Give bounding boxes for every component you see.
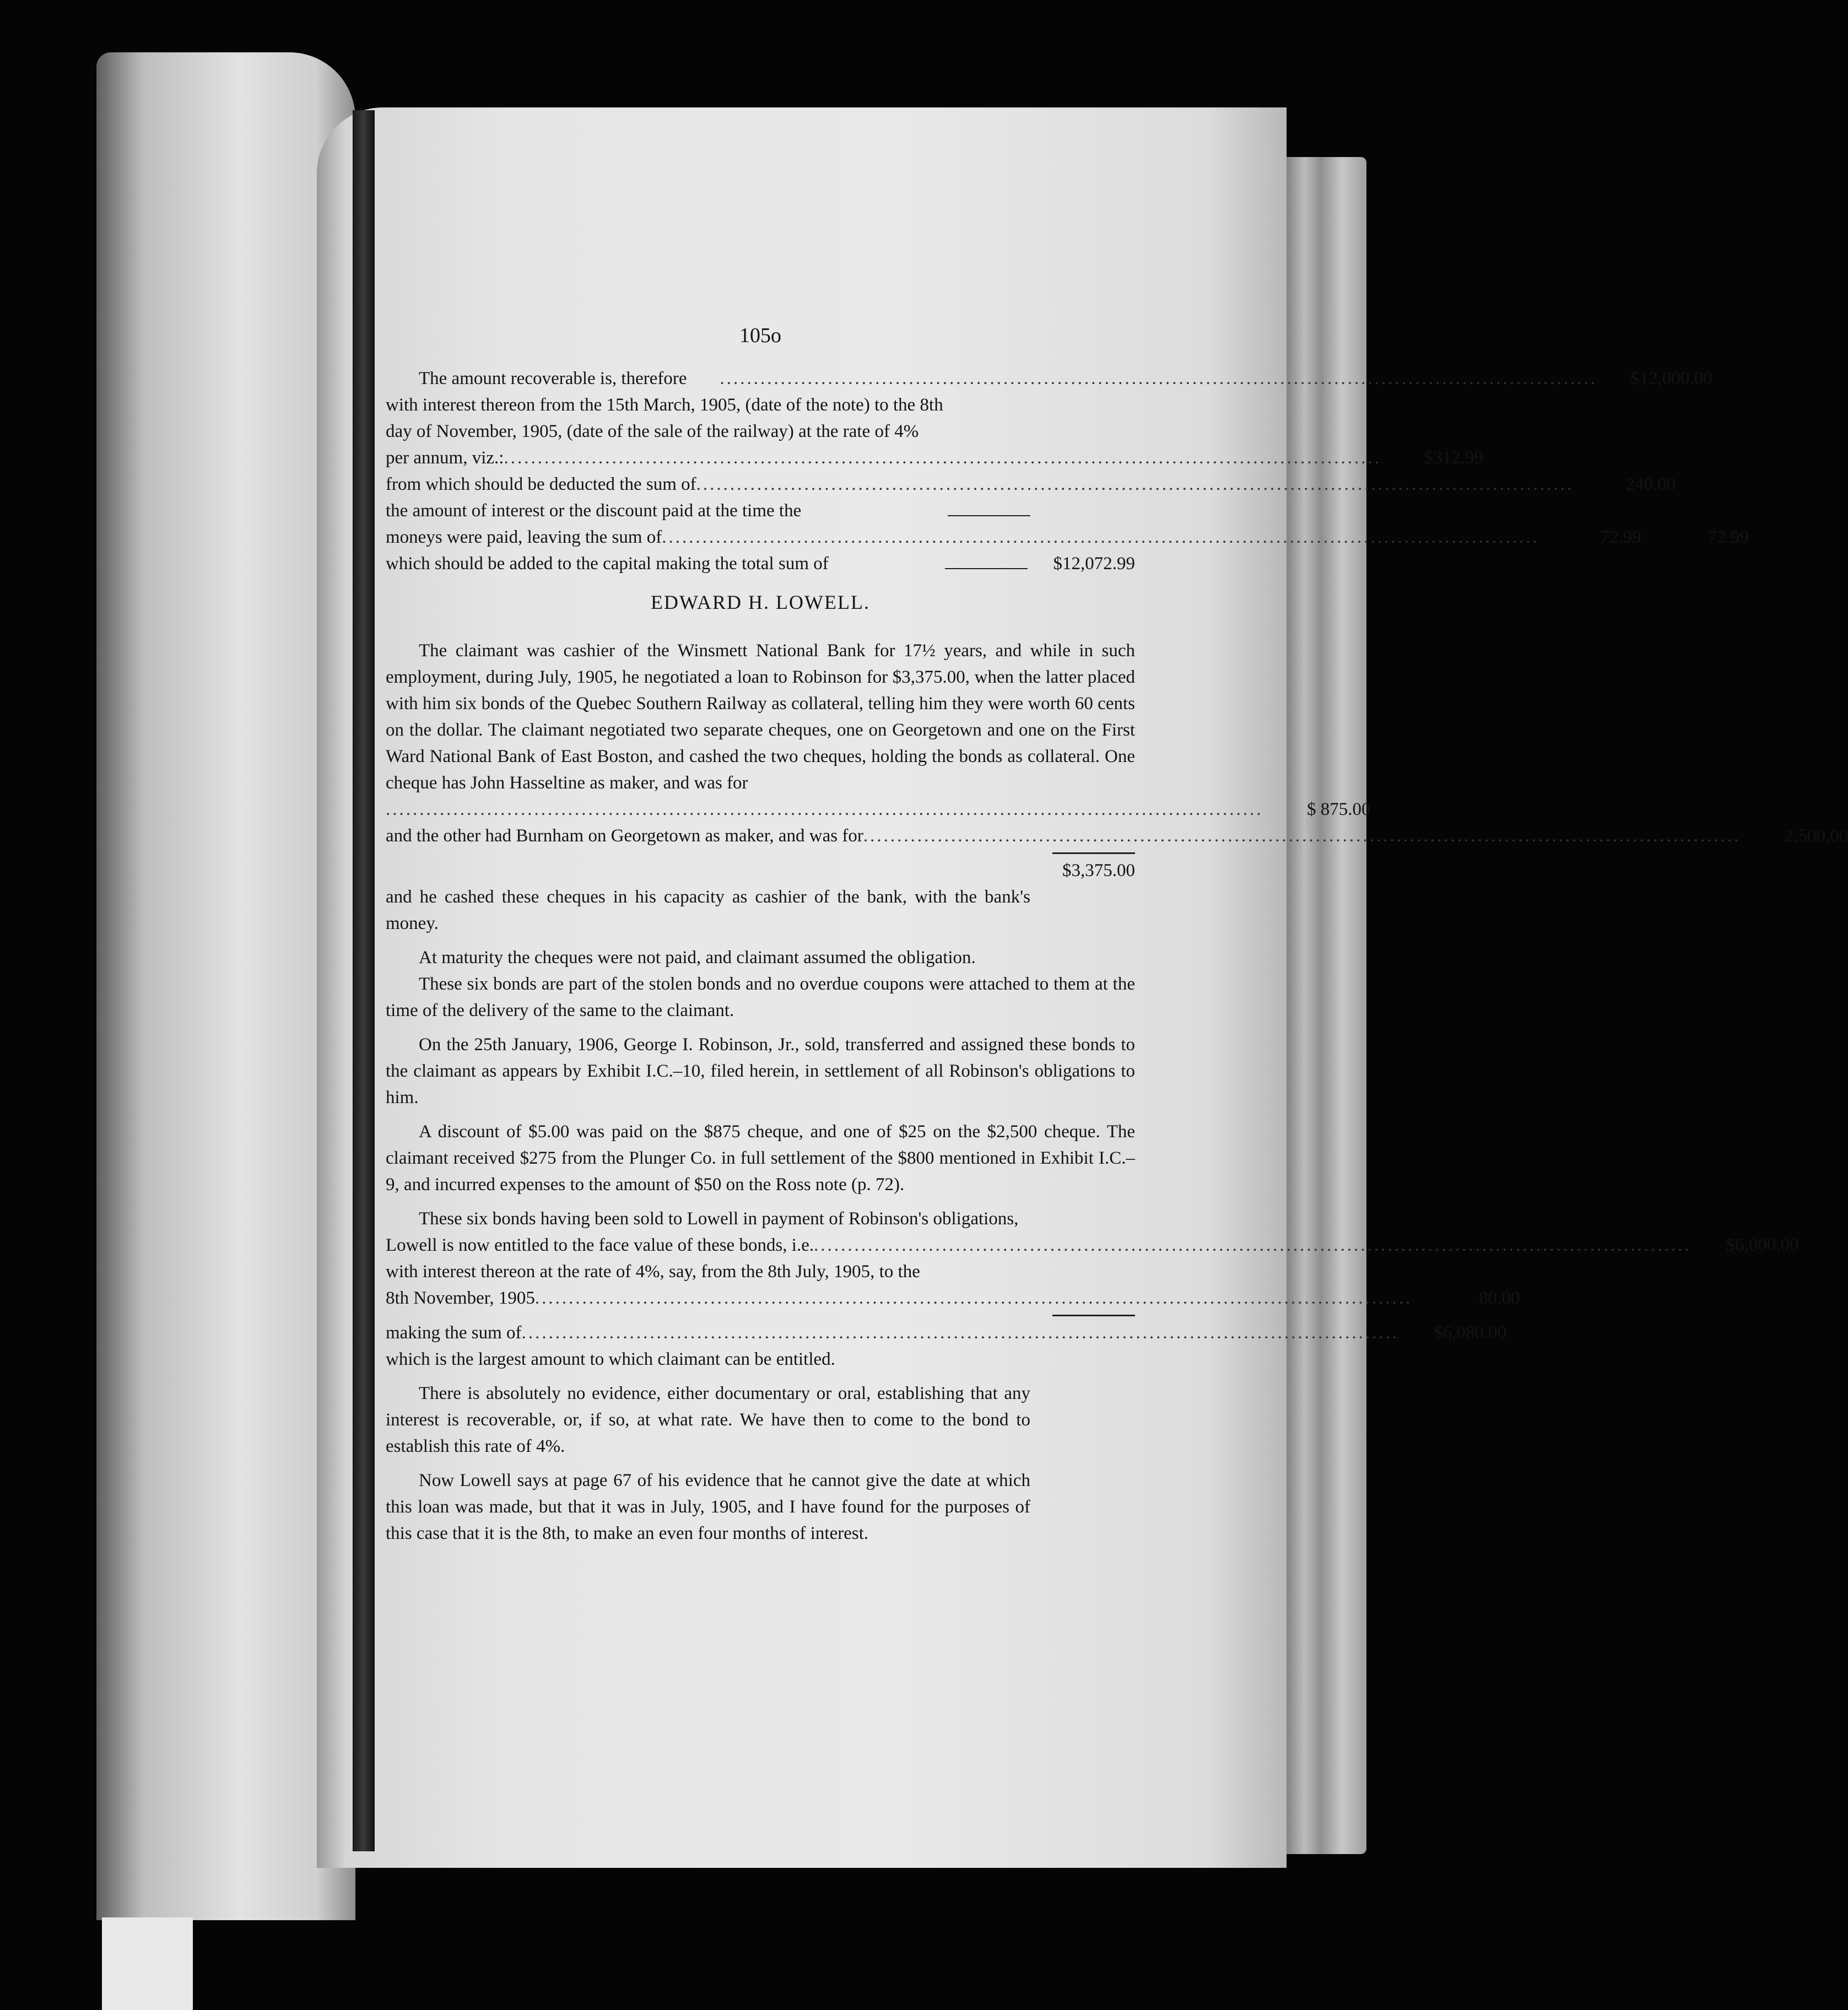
lowell-section: The claimant was cashier of the Winsmett National Bank for 17½ years, and while in such employment, during July, 1905, he negotiated a loan to Robinson for $3,375.00, when the latter placed with him six bonds of the Quebec Southern Railway as collateral, telling him they were worth 60 cents on the dollar. The claimant negotiated two separate cheques, one on Georgetown and one on the First Ward National Bank of East Boston, and cashed the two cheques, holding the bonds as collateral. One cheque has John Hasseltine as maker, and was for .................................................................................................................................. $ 875.00 and the other had Burnham on Georgetown as maker, and was for .................................................................................................................................. 2,500.00 $3,375.00 and he cashed these cheques in his capacity as cashier of the bank, with the bank's money. At maturity the cheques were not paid, and claimant assumed the obligation. These six bonds are part of the stolen bonds and no overdue coupons were attached to them at the time of the delivery of the same to the claimant. On the 25th January, 1906, George I. Robinson, Jr., sold, transferred and assigned these bonds to the claimant as appears by Exhibit I.C.–10, filed herein, in settlement of all Robinson's obligations to him. A discount of $5.00 was paid on the $875 cheque, and one of $25 on the $2,500 cheque. The claimant received $275 from the Plunger Co. in full settlement of the $800 mentioned in Exhibit I.C.–9, and incurred expenses to the amount of $50 on the Ross note (p. 72). These six bonds having been sold to Lowell in payment of Robinson's obligations, Lowell is now entitled to the face value of these bonds, i.e. .................................................................................................................................. $6,000.00 with interest thereon at the rate of 4%, say, from the 8th July, 1905, to the 8th November, 1905 .................................................................................................................................. 80.00 making the sum of .................................................................................................................................. $6,080.00 which is the largest amount to which claimant can be entitled. There is absolutely no evidence, either documentary or oral, establishing that any interest is recoverable, or, if so, at what rate. We have then to come to the bond to establish this rate of 4%. Now Lowell says at page 67 of his evidence that he cannot give the date at which this loan was made, but that it was in July, 1905, and I have found for the purposes of this case that it is the 8th, to make an even four months of interest. [386,637,1135,1547]
dot-leader: .................................................................................................................................. [863,826,1741,846]
paragraph: Now Lowell says at page 67 of his evidence that he cannot give the date at which this loan was made, but that it was in July, 1905, and I have found for the purposes of this case that it is the 8th, to make an even four months of interest. [386,1471,1030,1543]
paragraph: There is absolutely no evidence, either documentary or oral, establishing that any interest is recoverable, or, if so, at what rate. We have then to come to the bond to establish this rate of 4%. [386,1384,1030,1456]
dot-leader: .................................................................................................................................. [521,1323,1399,1343]
interest-calculation: The amount recoverable is, therefore .................................................................................................................................. $12,000.00 with interest thereon from the 15th March, 1905, (date of the note) to the 8th day of November, 1905, (date of the sale of the railway) at the rate of 4% per annum, viz.: .................................................................................................................................. $312.99 from which should be deducted the sum of .................................................................................................................................. 240.00 the amount of interest or the discount paid at the time the moneys were paid, leaving the sum of .................................................................................................................................. 72.99 72 99 which should be added to the capital making the total sum of $12,072.99 [386,365,1135,577]
paragraph: At maturity the cheques were not paid, and claimant assumed the obligation. [419,948,976,968]
face-value-line: Lowell is now entitled to the face value of these bonds, i.e. .................................................................................................................................. $6,000.00 [386,1232,1135,1258]
subtotal-rule [948,515,1030,516]
leaving-line: moneys were paid, leaving the sum of .................................................................................................................................. 72.99 72 99 [386,524,1135,550]
book-gutter [353,110,375,1851]
interest-line: 8th November, 1905 .................................................................................................................................. 80.00 [386,1285,1135,1311]
page-text [386,322,1848,1547]
deducted-line: from which should be deducted the sum of .................................................................................................................................. 240.00 [386,471,1030,498]
cheques-total: $3,375.00 [1062,861,1135,880]
total-line: which should be added to the capital making the total sum of $12,072.99 [386,554,1135,574]
dot-leader: .................................................................................................................................. [534,1288,1413,1308]
dot-leader: .................................................................................................................................. [662,527,1539,547]
recoverable-line: The amount recoverable is, therefore .................................................................................................................................. $12,000.00 [386,365,1135,392]
claimant-heading: EDWARD H. LOWELL. [651,591,870,613]
paragraph: These six bonds having been sold to Lowell in payment of Robinson's obligations, [419,1209,1019,1229]
total-rule [945,568,1028,569]
dot-leader: .................................................................................................................................. [386,799,1263,819]
paragraph: On the 25th January, 1906, George I. Robinson, Jr., sold, transferred and assigned these bonds to the claimant as appears by Exhibit I.C.–10, filed herein, in settlement of all Robinson's obligations to him. [386,1035,1135,1107]
dot-leader: .................................................................................................................................. [696,474,1574,494]
paragraph: and he cashed these cheques in his capacity as cashier of the bank, with the bank's money. [386,887,1030,933]
paragraph: The claimant was cashier of the Winsmett National Bank for 17½ years, and while in such employment, during July, 1905, he negotiated a loan to Robinson for $3,375.00, when the latter placed with him six bonds of the Quebec Southern Railway as collateral, telling him they were worth 60 cents on the dollar. The claimant negotiated two separate cheques, one on Georgetown and one on the First Ward National Bank of East Boston, and cashed the two cheques, holding the bonds as collateral. One cheque has John Hasseltine as maker, and was for [386,641,1135,793]
page-stack-edge [1284,157,1366,1854]
sum-rule [1052,1315,1135,1316]
dot-leader: .................................................................................................................................. [814,1235,1692,1255]
dot-leader: .................................................................................................................................. [504,448,1381,468]
cheque2-line: and the other had Burnham on Georgetown as maker, and was for .................................................................................................................................. 2,500.00 [386,823,1135,849]
sum-line: making the sum of .................................................................................................................................. $6,080.00 [386,1320,1135,1346]
per-annum-line: per annum, viz.: .................................................................................................................................. $312.99 [386,445,1030,471]
paragraph: which is the largest amount to which claimant can be entitled. [386,1349,835,1369]
page-number: 105o [739,324,781,347]
paragraph: These six bonds are part of the stolen bonds and no overdue coupons were attached to them at the time of the delivery of the same to the claimant. [386,974,1135,1020]
dot-leader: .................................................................................................................................. [720,369,1598,388]
paragraph: A discount of $5.00 was paid on the $875 cheque, and one of $25 on the $2,500 cheque. The claimant received $275 from the Plunger Co. in full settlement of the $800 mentioned in Exhibit I.C.–9, and incurred expenses to the amount of $50 on the Ross note (p. 72). [386,1122,1135,1195]
sum-rule [1052,852,1135,854]
left-page-tab [102,1917,193,2010]
cheque1-line: .................................................................................................................................. $ 875.00 [386,796,1135,823]
